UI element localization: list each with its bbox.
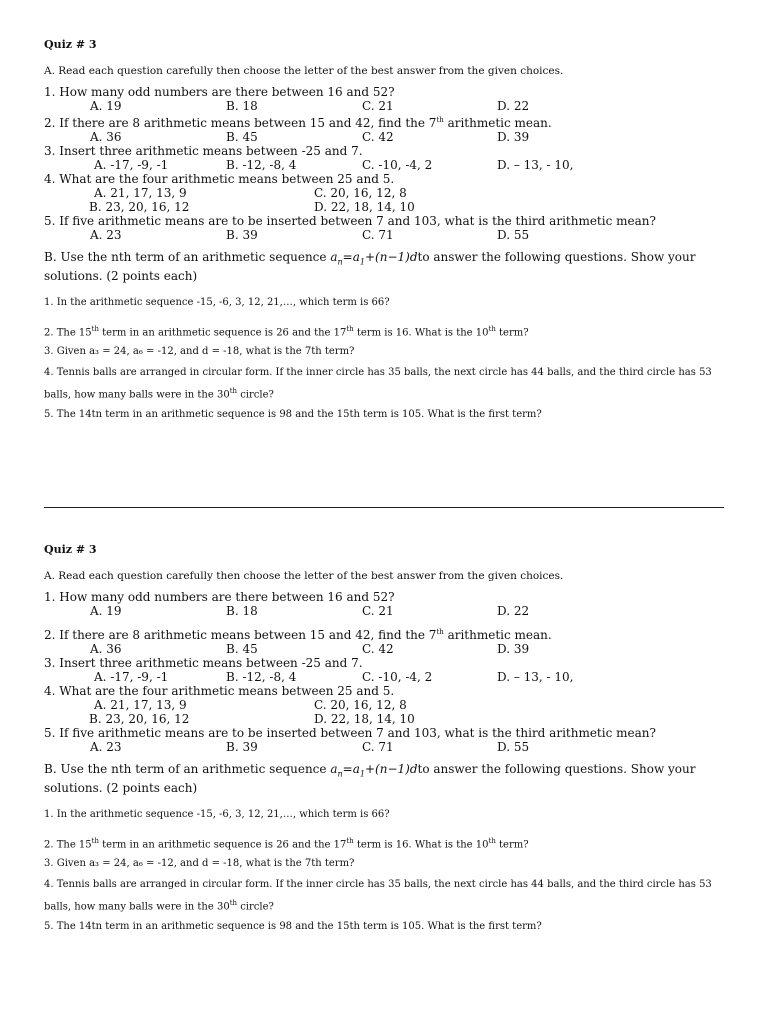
- part-b-question-2: 2. The 15th term in an arithmetic sequence is 26 and the 17th term is 16. What is the 10th term?: [44, 837, 529, 851]
- option: A. -17, -9, -1: [94, 670, 169, 684]
- part-b-question-1: 1. In the arithmetic sequence -15, -6, 3, 12, 21,…, which term is 66?: [44, 297, 390, 309]
- question-3-options: [44, 670, 734, 684]
- quiz-title: Quiz # 3: [44, 543, 97, 556]
- option: D. 55: [497, 228, 530, 242]
- question-3: 3. Insert three arithmetic means between -25 and 7.: [44, 656, 363, 670]
- question-1-options: [44, 99, 734, 113]
- option: D. 22, 18, 14, 10: [314, 712, 415, 726]
- option: D. 22: [497, 604, 530, 618]
- nth-term-formula: $a_n=a_1+(n-1)d$: [330, 762, 418, 779]
- option: C. 71: [362, 740, 394, 754]
- part-b-question-5: 5. The 14tn term in an arithmetic sequence is 98 and the 15th term is 105. What is the first term?: [44, 409, 542, 421]
- nth-term-formula: $a_n=a_1+(n-1)d$: [330, 250, 418, 267]
- option: B. 39: [226, 740, 258, 754]
- question-1-options: [44, 604, 734, 618]
- question-4: 4. What are the four arithmetic means between 25 and 5.: [44, 684, 395, 698]
- option: D. 39: [497, 642, 530, 656]
- quiz-top: [44, 38, 734, 422]
- quiz-bottom: [44, 543, 734, 934]
- part-a-instruction: A. Read each question carefully then choose the letter of the best answer from the given choices.: [44, 65, 564, 77]
- option: B. 45: [226, 130, 258, 144]
- part-a-instruction: A. Read each question carefully then choose the letter of the best answer from the given choices.: [44, 570, 564, 582]
- option: B. 18: [226, 604, 258, 618]
- part-b-question-1: 1. In the arithmetic sequence -15, -6, 3, 12, 21,…, which term is 66?: [44, 809, 390, 821]
- option: B. -12, -8, 4: [226, 158, 297, 172]
- question-2: 2. If there are 8 arithmetic means between 15 and 42, find the 7th arithmetic mean.: [44, 116, 552, 130]
- option: D. 22: [497, 99, 530, 113]
- option: D. – 13, - 10,: [497, 158, 574, 172]
- option: C. 42: [362, 130, 394, 144]
- question-1: 1. How many odd numbers are there between 16 and 52?: [44, 85, 395, 99]
- question-4-options-row1: [44, 698, 734, 712]
- part-b-question-4: 4. Tennis balls are arranged in circular form. If the inner circle has 35 balls, the next circle has 44 balls, and the third circle has 53 balls, how many balls were in the 30th circle?: [44, 366, 712, 401]
- divider-line: [44, 507, 724, 508]
- option: A. 36: [90, 130, 122, 144]
- option: A. 36: [90, 642, 122, 656]
- question-2: 2. If there are 8 arithmetic means between 15 and 42, find the 7th arithmetic mean.: [44, 628, 552, 642]
- option: C. -10, -4, 2: [362, 158, 433, 172]
- part-b-question-3: 3. Given a₃ = 24, a₆ = -12, and d = -18, what is the 7th term?: [44, 857, 355, 869]
- part-b-question-5: 5. The 14tn term in an arithmetic sequence is 98 and the 15th term is 105. What is the first term?: [44, 921, 542, 933]
- option: C. 21: [362, 604, 394, 618]
- option: C. 42: [362, 642, 394, 656]
- question-2-options: [44, 642, 734, 656]
- option: B. -12, -8, 4: [226, 670, 297, 684]
- question-3: 3. Insert three arithmetic means between -25 and 7.: [44, 144, 363, 158]
- part-b-question-4: 4. Tennis balls are arranged in circular form. If the inner circle has 35 balls, the next circle has 44 balls, and the third circle has 53 balls, how many balls were in the 30th circle?: [44, 878, 712, 913]
- question-3-options: [44, 158, 734, 172]
- option: C. -10, -4, 2: [362, 670, 433, 684]
- question-4-options-row1: [44, 186, 734, 200]
- question-5-options: [44, 740, 734, 754]
- option: C. 21: [362, 99, 394, 113]
- part-b-instruction: B. Use the nth term of an arithmetic sequence $a_n=a_1+(n-1)dto$ answer the following questions. Show your solutions. (2 points each): [44, 250, 696, 284]
- option: A. 21, 17, 13, 9: [94, 698, 187, 712]
- question-2-options: [44, 130, 734, 144]
- question-1: 1. How many odd numbers are there between 16 and 52?: [44, 590, 395, 604]
- question-4-options-row2: [44, 712, 734, 726]
- option: B. 23, 20, 16, 12: [89, 200, 190, 214]
- option: D. 55: [497, 740, 530, 754]
- part-b-question-2: 2. The 15th term in an arithmetic sequence is 26 and the 17th term is 16. What is the 10th term?: [44, 325, 529, 339]
- option: B. 39: [226, 228, 258, 242]
- question-4-options-row2: [44, 200, 734, 214]
- option: D. 39: [497, 130, 530, 144]
- option: A. 21, 17, 13, 9: [94, 186, 187, 200]
- option: B. 18: [226, 99, 258, 113]
- option: A. 19: [90, 604, 122, 618]
- option: B. 23, 20, 16, 12: [89, 712, 190, 726]
- question-5-options: [44, 228, 734, 242]
- option: A. 23: [90, 740, 122, 754]
- option: D. – 13, - 10,: [497, 670, 574, 684]
- part-b-question-3: 3. Given a₃ = 24, a₆ = -12, and d = -18, what is the 7th term?: [44, 345, 355, 357]
- option: A. 19: [90, 99, 122, 113]
- question-4: 4. What are the four arithmetic means between 25 and 5.: [44, 172, 395, 186]
- option: D. 22, 18, 14, 10: [314, 200, 415, 214]
- option: C. 71: [362, 228, 394, 242]
- quiz-title: Quiz # 3: [44, 38, 97, 51]
- option: B. 45: [226, 642, 258, 656]
- question-5: 5. If five arithmetic means are to be inserted between 7 and 103, what is the third arithmetic mean?: [44, 726, 656, 740]
- option: A. -17, -9, -1: [94, 158, 169, 172]
- option: C. 20, 16, 12, 8: [314, 698, 407, 712]
- part-b-instruction: B. Use the nth term of an arithmetic sequence $a_n=a_1+(n-1)dto$ answer the following questions. Show your solutions. (2 points each): [44, 762, 696, 796]
- question-5: 5. If five arithmetic means are to be inserted between 7 and 103, what is the third arithmetic mean?: [44, 214, 656, 228]
- option: A. 23: [90, 228, 122, 242]
- option: C. 20, 16, 12, 8: [314, 186, 407, 200]
